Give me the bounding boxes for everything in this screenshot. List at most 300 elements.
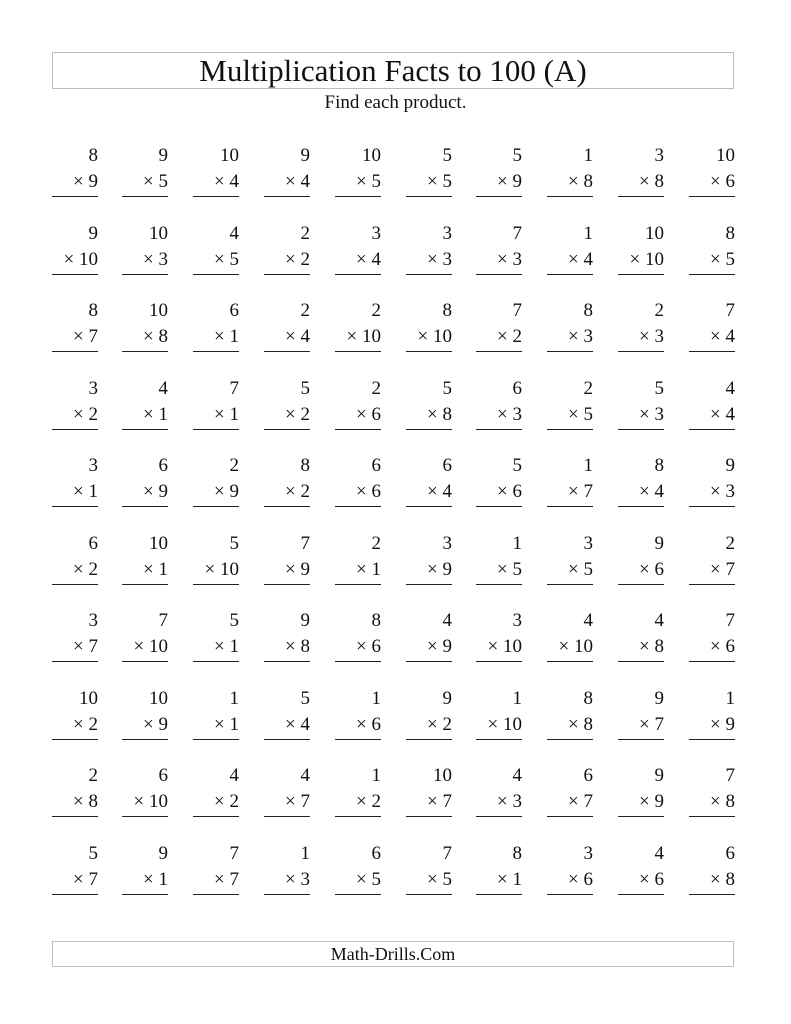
multiplier: × 8 bbox=[639, 636, 664, 657]
multiplier: × 4 bbox=[285, 326, 310, 347]
problem bbox=[193, 378, 239, 434]
answer-line bbox=[689, 506, 735, 507]
problem bbox=[264, 223, 310, 279]
answer-line bbox=[52, 894, 98, 895]
multiplier: × 9 bbox=[497, 171, 522, 192]
problem bbox=[406, 378, 452, 434]
multiplicand: 3 bbox=[583, 843, 593, 864]
multiplicand: 7 bbox=[512, 300, 522, 321]
multiplier: × 7 bbox=[73, 636, 98, 657]
problem bbox=[264, 688, 310, 744]
problem bbox=[264, 378, 310, 434]
problem bbox=[689, 455, 735, 511]
answer-line bbox=[406, 506, 452, 507]
multiplier: × 2 bbox=[73, 559, 98, 580]
multiplicand: 6 bbox=[158, 455, 168, 476]
problem bbox=[193, 300, 239, 356]
answer-line bbox=[476, 506, 522, 507]
answer-line bbox=[122, 584, 168, 585]
answer-line bbox=[547, 584, 593, 585]
answer-line bbox=[689, 351, 735, 352]
multiplicand: 1 bbox=[229, 688, 239, 709]
answer-line bbox=[122, 506, 168, 507]
answer-line bbox=[547, 196, 593, 197]
problem bbox=[335, 533, 381, 589]
answer-line bbox=[193, 351, 239, 352]
multiplier: × 7 bbox=[73, 326, 98, 347]
answer-line bbox=[476, 274, 522, 275]
answer-line bbox=[689, 429, 735, 430]
answer-line bbox=[193, 274, 239, 275]
multiplicand: 9 bbox=[654, 688, 664, 709]
multiplier: × 4 bbox=[285, 171, 310, 192]
multiplicand: 4 bbox=[158, 378, 168, 399]
multiplicand: 1 bbox=[583, 223, 593, 244]
multiplier: × 7 bbox=[710, 559, 735, 580]
multiplicand: 7 bbox=[300, 533, 310, 554]
multiplier: × 1 bbox=[214, 404, 239, 425]
answer-line bbox=[689, 816, 735, 817]
multiplicand: 1 bbox=[583, 455, 593, 476]
multiplicand: 4 bbox=[442, 610, 452, 631]
answer-line bbox=[335, 506, 381, 507]
multiplier: × 6 bbox=[710, 171, 735, 192]
problem bbox=[476, 688, 522, 744]
problem bbox=[618, 533, 664, 589]
problem bbox=[476, 378, 522, 434]
problem bbox=[618, 223, 664, 279]
problem bbox=[406, 223, 452, 279]
problem bbox=[335, 843, 381, 899]
multiplier: × 3 bbox=[497, 249, 522, 270]
answer-line bbox=[264, 274, 310, 275]
multiplicand: 8 bbox=[654, 455, 664, 476]
problem bbox=[335, 455, 381, 511]
multiplicand: 10 bbox=[433, 765, 452, 786]
multiplier: × 8 bbox=[285, 636, 310, 657]
problem bbox=[122, 688, 168, 744]
problem bbox=[122, 223, 168, 279]
multiplier: × 4 bbox=[356, 249, 381, 270]
multiplier: × 10 bbox=[346, 326, 381, 347]
multiplier: × 6 bbox=[639, 559, 664, 580]
multiplicand: 9 bbox=[300, 610, 310, 631]
problem bbox=[618, 610, 664, 666]
multiplicand: 5 bbox=[300, 378, 310, 399]
multiplier: × 3 bbox=[568, 326, 593, 347]
answer-line bbox=[618, 739, 664, 740]
problem bbox=[476, 455, 522, 511]
answer-line bbox=[618, 351, 664, 352]
multiplicand: 3 bbox=[583, 533, 593, 554]
multiplicand: 2 bbox=[300, 300, 310, 321]
multiplicand: 9 bbox=[654, 533, 664, 554]
problem bbox=[406, 145, 452, 201]
answer-line bbox=[193, 429, 239, 430]
problem bbox=[122, 145, 168, 201]
problem bbox=[335, 765, 381, 821]
instructions: Find each product. bbox=[324, 92, 467, 113]
multiplier: × 7 bbox=[568, 481, 593, 502]
multiplier: × 4 bbox=[710, 326, 735, 347]
multiplier: × 7 bbox=[73, 869, 98, 890]
multiplier: × 3 bbox=[143, 249, 168, 270]
problem bbox=[264, 765, 310, 821]
problem bbox=[52, 300, 98, 356]
problem bbox=[476, 765, 522, 821]
problem bbox=[335, 223, 381, 279]
problem bbox=[618, 145, 664, 201]
multiplier: × 6 bbox=[356, 481, 381, 502]
multiplier: × 5 bbox=[143, 171, 168, 192]
answer-line bbox=[52, 274, 98, 275]
multiplicand: 2 bbox=[371, 533, 381, 554]
multiplier: × 9 bbox=[710, 714, 735, 735]
multiplier: × 2 bbox=[285, 249, 310, 270]
multiplier: × 1 bbox=[356, 559, 381, 580]
problem bbox=[547, 300, 593, 356]
answer-line bbox=[476, 351, 522, 352]
multiplicand: 6 bbox=[229, 300, 239, 321]
problem bbox=[264, 455, 310, 511]
multiplier: × 10 bbox=[558, 636, 593, 657]
problem bbox=[476, 843, 522, 899]
problem bbox=[547, 223, 593, 279]
multiplicand: 5 bbox=[229, 533, 239, 554]
multiplicand: 10 bbox=[149, 223, 168, 244]
problem bbox=[122, 378, 168, 434]
multiplicand: 4 bbox=[654, 843, 664, 864]
answer-line bbox=[193, 816, 239, 817]
problem bbox=[689, 378, 735, 434]
multiplicand: 1 bbox=[371, 688, 381, 709]
multiplier: × 10 bbox=[133, 636, 168, 657]
multiplier: × 6 bbox=[356, 404, 381, 425]
multiplier: × 3 bbox=[427, 249, 452, 270]
multiplier: × 10 bbox=[204, 559, 239, 580]
footer-site: Math-Drills.Com bbox=[330, 944, 456, 964]
multiplicand: 4 bbox=[583, 610, 593, 631]
problem bbox=[264, 145, 310, 201]
multiplicand: 10 bbox=[362, 145, 381, 166]
multiplicand: 5 bbox=[442, 145, 452, 166]
multiplicand: 1 bbox=[512, 688, 522, 709]
multiplier: × 9 bbox=[143, 714, 168, 735]
answer-line bbox=[618, 506, 664, 507]
multiplicand: 3 bbox=[442, 533, 452, 554]
multiplicand: 4 bbox=[725, 378, 735, 399]
answer-line bbox=[406, 351, 452, 352]
answer-line bbox=[689, 196, 735, 197]
multiplicand: 9 bbox=[158, 843, 168, 864]
multiplicand: 6 bbox=[371, 455, 381, 476]
problem bbox=[193, 765, 239, 821]
answer-line bbox=[52, 816, 98, 817]
multiplier: × 1 bbox=[214, 326, 239, 347]
multiplicand: 2 bbox=[725, 533, 735, 554]
multiplicand: 6 bbox=[583, 765, 593, 786]
problem bbox=[689, 223, 735, 279]
multiplicand: 7 bbox=[229, 378, 239, 399]
problem bbox=[52, 223, 98, 279]
problem bbox=[476, 300, 522, 356]
answer-line bbox=[193, 196, 239, 197]
problem bbox=[335, 688, 381, 744]
answer-line bbox=[618, 894, 664, 895]
multiplier: × 6 bbox=[568, 869, 593, 890]
problem bbox=[52, 145, 98, 201]
multiplier: × 1 bbox=[214, 636, 239, 657]
multiplicand: 10 bbox=[149, 688, 168, 709]
answer-line bbox=[406, 894, 452, 895]
problem bbox=[264, 533, 310, 589]
problem bbox=[689, 765, 735, 821]
multiplicand: 4 bbox=[229, 765, 239, 786]
answer-line bbox=[52, 584, 98, 585]
multiplicand: 2 bbox=[371, 300, 381, 321]
answer-line bbox=[547, 894, 593, 895]
multiplicand: 10 bbox=[716, 145, 735, 166]
answer-line bbox=[476, 816, 522, 817]
multiplier: × 5 bbox=[214, 249, 239, 270]
multiplicand: 3 bbox=[88, 455, 98, 476]
answer-line bbox=[52, 196, 98, 197]
multiplicand: 2 bbox=[88, 765, 98, 786]
multiplicand: 9 bbox=[654, 765, 664, 786]
multiplicand: 3 bbox=[442, 223, 452, 244]
problem bbox=[547, 455, 593, 511]
problem bbox=[476, 610, 522, 666]
multiplicand: 8 bbox=[725, 223, 735, 244]
multiplier: × 9 bbox=[427, 559, 452, 580]
answer-line bbox=[122, 894, 168, 895]
answer-line bbox=[122, 196, 168, 197]
multiplicand: 3 bbox=[654, 145, 664, 166]
problem bbox=[193, 610, 239, 666]
multiplicand: 5 bbox=[512, 145, 522, 166]
multiplier: × 10 bbox=[487, 636, 522, 657]
answer-line bbox=[193, 894, 239, 895]
multiplier: × 8 bbox=[639, 171, 664, 192]
multiplicand: 9 bbox=[88, 223, 98, 244]
problem bbox=[618, 843, 664, 899]
multiplier: × 8 bbox=[143, 326, 168, 347]
multiplier: × 8 bbox=[568, 714, 593, 735]
problem bbox=[264, 610, 310, 666]
problem bbox=[406, 843, 452, 899]
problem bbox=[193, 533, 239, 589]
problem bbox=[689, 533, 735, 589]
problem bbox=[52, 378, 98, 434]
multiplier: × 2 bbox=[356, 791, 381, 812]
multiplier: × 1 bbox=[143, 559, 168, 580]
multiplier: × 3 bbox=[639, 326, 664, 347]
multiplicand: 8 bbox=[512, 843, 522, 864]
answer-line bbox=[406, 816, 452, 817]
answer-line bbox=[335, 196, 381, 197]
multiplier: × 10 bbox=[417, 326, 452, 347]
multiplicand: 5 bbox=[442, 378, 452, 399]
answer-line bbox=[264, 584, 310, 585]
multiplicand: 3 bbox=[88, 610, 98, 631]
multiplicand: 3 bbox=[88, 378, 98, 399]
multiplicand: 7 bbox=[229, 843, 239, 864]
multiplier: × 6 bbox=[710, 636, 735, 657]
problem bbox=[406, 300, 452, 356]
answer-line bbox=[193, 506, 239, 507]
multiplier: × 5 bbox=[568, 404, 593, 425]
multiplier: × 8 bbox=[568, 171, 593, 192]
multiplicand: 7 bbox=[725, 765, 735, 786]
multiplicand: 4 bbox=[229, 223, 239, 244]
problem bbox=[618, 300, 664, 356]
multiplier: × 4 bbox=[285, 714, 310, 735]
multiplier: × 4 bbox=[568, 249, 593, 270]
multiplicand: 2 bbox=[654, 300, 664, 321]
multiplier: × 4 bbox=[214, 171, 239, 192]
multiplier: × 5 bbox=[427, 171, 452, 192]
multiplicand: 2 bbox=[371, 378, 381, 399]
multiplier: × 9 bbox=[73, 171, 98, 192]
multiplier: × 6 bbox=[356, 714, 381, 735]
multiplicand: 4 bbox=[300, 765, 310, 786]
problem bbox=[193, 688, 239, 744]
answer-line bbox=[52, 429, 98, 430]
problem bbox=[335, 378, 381, 434]
multiplicand: 10 bbox=[149, 533, 168, 554]
multiplicand: 5 bbox=[229, 610, 239, 631]
multiplicand: 10 bbox=[645, 223, 664, 244]
problem bbox=[52, 765, 98, 821]
problem bbox=[406, 455, 452, 511]
multiplier: × 8 bbox=[710, 791, 735, 812]
answer-line bbox=[264, 351, 310, 352]
problem bbox=[689, 688, 735, 744]
multiplicand: 1 bbox=[300, 843, 310, 864]
multiplicand: 9 bbox=[158, 145, 168, 166]
answer-line bbox=[618, 274, 664, 275]
multiplier: × 2 bbox=[73, 404, 98, 425]
multiplicand: 8 bbox=[300, 455, 310, 476]
answer-line bbox=[689, 894, 735, 895]
multiplier: × 4 bbox=[639, 481, 664, 502]
problem bbox=[122, 300, 168, 356]
multiplier: × 2 bbox=[427, 714, 452, 735]
multiplier: × 6 bbox=[639, 869, 664, 890]
multiplier: × 9 bbox=[214, 481, 239, 502]
answer-line bbox=[264, 429, 310, 430]
multiplier: × 2 bbox=[214, 791, 239, 812]
answer-line bbox=[689, 584, 735, 585]
problem bbox=[689, 843, 735, 899]
multiplicand: 6 bbox=[725, 843, 735, 864]
problem bbox=[406, 610, 452, 666]
multiplier: × 3 bbox=[285, 869, 310, 890]
multiplier: × 9 bbox=[427, 636, 452, 657]
problem bbox=[406, 688, 452, 744]
problem bbox=[406, 533, 452, 589]
multiplicand: 6 bbox=[442, 455, 452, 476]
answer-line bbox=[406, 429, 452, 430]
problem bbox=[193, 843, 239, 899]
answer-line bbox=[476, 739, 522, 740]
answer-line bbox=[122, 429, 168, 430]
multiplier: × 8 bbox=[710, 869, 735, 890]
answer-line bbox=[618, 429, 664, 430]
multiplicand: 3 bbox=[371, 223, 381, 244]
problem bbox=[476, 145, 522, 201]
answer-line bbox=[547, 739, 593, 740]
multiplier: × 4 bbox=[427, 481, 452, 502]
answer-line bbox=[335, 739, 381, 740]
multiplicand: 9 bbox=[442, 688, 452, 709]
answer-line bbox=[193, 584, 239, 585]
multiplicand: 8 bbox=[88, 300, 98, 321]
answer-line bbox=[547, 429, 593, 430]
multiplier: × 9 bbox=[639, 791, 664, 812]
answer-line bbox=[547, 274, 593, 275]
multiplier: × 1 bbox=[143, 869, 168, 890]
multiplicand: 1 bbox=[725, 688, 735, 709]
problem bbox=[547, 843, 593, 899]
footer-box bbox=[52, 941, 734, 967]
multiplicand: 8 bbox=[442, 300, 452, 321]
multiplier: × 10 bbox=[63, 249, 98, 270]
multiplicand: 1 bbox=[583, 145, 593, 166]
multiplier: × 2 bbox=[285, 481, 310, 502]
multiplicand: 9 bbox=[725, 455, 735, 476]
problem bbox=[52, 843, 98, 899]
multiplier: × 1 bbox=[214, 714, 239, 735]
problem bbox=[547, 765, 593, 821]
multiplicand: 2 bbox=[300, 223, 310, 244]
answer-line bbox=[122, 661, 168, 662]
answer-line bbox=[335, 816, 381, 817]
multiplier: × 3 bbox=[497, 791, 522, 812]
problem bbox=[476, 223, 522, 279]
problem bbox=[335, 145, 381, 201]
multiplier: × 6 bbox=[356, 636, 381, 657]
multiplicand: 8 bbox=[88, 145, 98, 166]
problem bbox=[52, 610, 98, 666]
answer-line bbox=[122, 816, 168, 817]
problem bbox=[193, 223, 239, 279]
multiplicand: 5 bbox=[300, 688, 310, 709]
multiplicand: 7 bbox=[442, 843, 452, 864]
multiplicand: 1 bbox=[371, 765, 381, 786]
multiplicand: 6 bbox=[88, 533, 98, 554]
answer-line bbox=[476, 584, 522, 585]
problem bbox=[547, 610, 593, 666]
problem bbox=[335, 300, 381, 356]
problem bbox=[264, 300, 310, 356]
problem bbox=[547, 378, 593, 434]
answer-line bbox=[547, 661, 593, 662]
multiplier: × 2 bbox=[497, 326, 522, 347]
answer-line bbox=[335, 351, 381, 352]
problem bbox=[689, 145, 735, 201]
multiplier: × 5 bbox=[497, 559, 522, 580]
multiplier: × 3 bbox=[639, 404, 664, 425]
answer-line bbox=[406, 739, 452, 740]
answer-line bbox=[335, 894, 381, 895]
multiplier: × 7 bbox=[568, 791, 593, 812]
multiplier: × 4 bbox=[710, 404, 735, 425]
answer-line bbox=[547, 506, 593, 507]
multiplier: × 7 bbox=[639, 714, 664, 735]
answer-line bbox=[264, 196, 310, 197]
multiplicand: 7 bbox=[725, 610, 735, 631]
